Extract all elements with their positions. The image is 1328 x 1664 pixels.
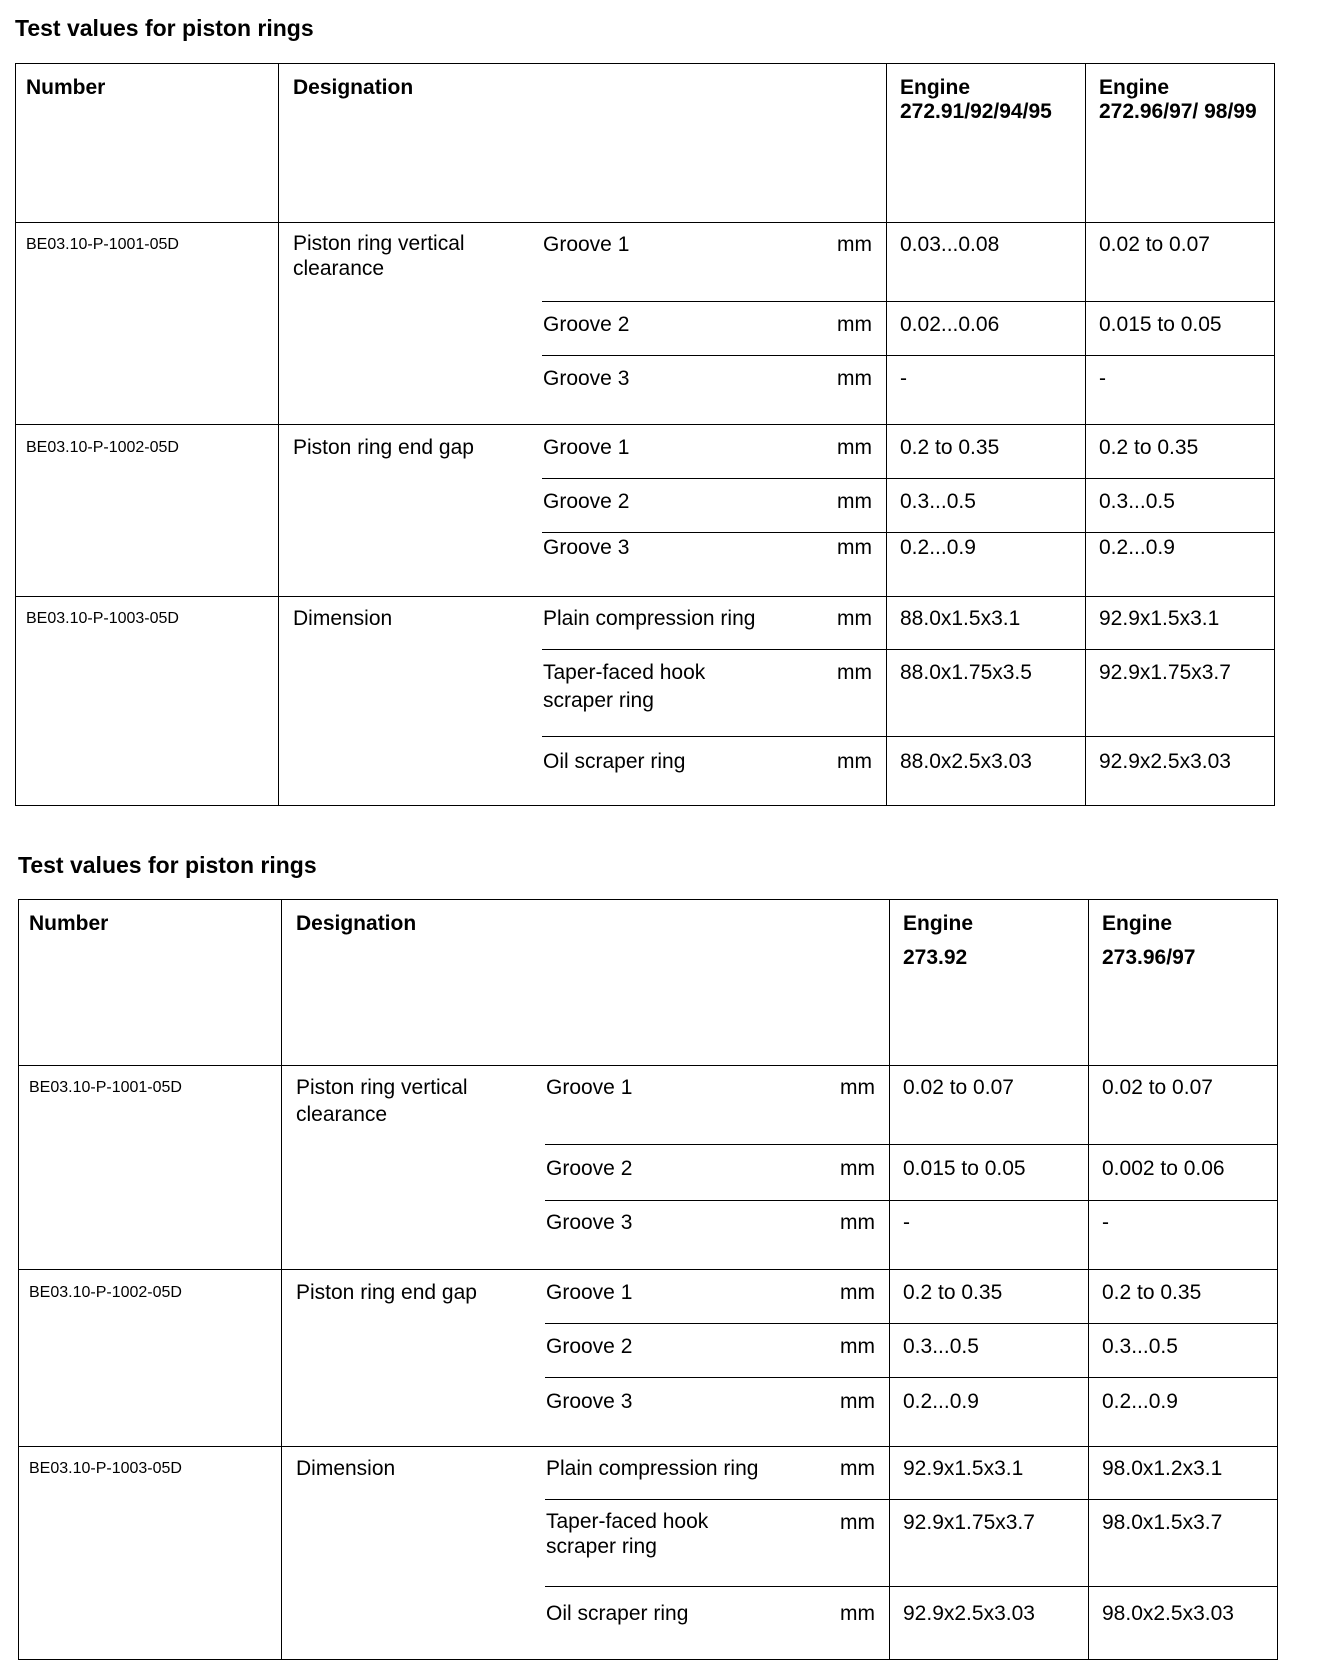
row-number: BE03.10-P-1001-05D [26,236,179,253]
row-unit: mm [840,1157,875,1180]
row-unit: mm [837,607,872,630]
row-value-engine-b: 0.2 to 0.35 [1102,1281,1202,1304]
row-value-engine-a: 0.02...0.06 [900,313,1000,336]
row-value-engine-b: 0.2...0.9 [1102,1390,1178,1413]
row-value-engine-b: 0.2 to 0.35 [1099,436,1199,459]
row-item: Groove 1 [543,233,630,256]
row-value-engine-a: 0.03...0.08 [900,233,1000,256]
row-designation: Piston ring end gap [296,1281,477,1304]
row-item: Groove 2 [546,1157,633,1180]
row-unit: mm [837,490,872,513]
row-value-engine-b: - [1099,367,1106,390]
row-value-engine-b: 0.02 to 0.07 [1102,1076,1213,1099]
row-value-engine-a: 0.2 to 0.35 [900,436,1000,459]
header-engine-a-models: 273.92 [903,946,968,969]
row-value-engine-a: 0.2...0.9 [900,536,976,559]
row-designation: Piston ring end gap [293,436,474,459]
section-title: Test values for piston rings [15,15,314,41]
row-unit: mm [840,1390,875,1413]
row-value-engine-b: - [1102,1211,1109,1234]
piston-rings-table [18,899,1278,1660]
row-designation: Dimension [296,1457,396,1480]
row-value-engine-a: 0.015 to 0.05 [903,1157,1026,1180]
row-unit: mm [840,1602,875,1625]
row-designation: Piston ring vertical clearance [293,232,465,280]
row-number: BE03.10-P-1001-05D [29,1079,182,1096]
row-unit: mm [840,1335,875,1358]
row-unit: mm [840,1281,875,1304]
row-value-engine-a: 0.3...0.5 [903,1335,979,1358]
header-number: Number [26,76,106,99]
row-value-engine-b: 98.0x1.5x3.7 [1102,1511,1223,1534]
row-unit: mm [837,233,872,256]
row-item: Groove 2 [543,490,630,513]
row-value-engine-b: 0.3...0.5 [1099,490,1175,513]
row-value-engine-b: 0.015 to 0.05 [1099,313,1222,336]
header-engine-a-label: Engine [900,76,971,99]
row-unit: mm [837,536,872,559]
header-engine-b-models: 272.96/97/ 98/99 [1099,100,1257,123]
row-item: Groove 1 [543,436,630,459]
row-item: Oil scraper ring [543,750,686,773]
row-value-engine-a: - [903,1211,910,1234]
header-designation: Designation [296,912,417,935]
row-unit: mm [837,436,872,459]
row-unit: mm [840,1076,875,1099]
row-value-engine-a: 0.3...0.5 [900,490,976,513]
row-item: Oil scraper ring [546,1602,689,1625]
row-unit: mm [840,1457,875,1480]
header-engine-b-models: 273.96/97 [1102,946,1196,969]
row-item: Taper-faced hook scraper ring [546,1510,709,1558]
row-item: Taper-faced hook scraper ring [543,661,706,712]
row-value-engine-a: - [900,367,907,390]
row-unit: mm [840,1511,875,1534]
row-item: Plain compression ring [543,607,756,630]
row-value-engine-a: 0.02 to 0.07 [903,1076,1014,1099]
row-item: Groove 3 [543,367,630,390]
row-item: Groove 1 [546,1281,633,1304]
row-item: Groove 2 [546,1335,633,1358]
row-value-engine-a: 88.0x1.5x3.1 [900,607,1021,630]
header-engine-a-label: Engine [903,912,974,935]
header-engine-b-label: Engine [1102,912,1173,935]
row-number: BE03.10-P-1002-05D [29,1284,182,1301]
section-title: Test values for piston rings [18,852,317,878]
row-value-engine-b: 0.02 to 0.07 [1099,233,1210,256]
row-item: Groove 1 [546,1076,633,1099]
row-value-engine-b: 98.0x1.2x3.1 [1102,1457,1223,1480]
header-number: Number [29,912,109,935]
row-value-engine-a: 92.9x1.5x3.1 [903,1457,1024,1480]
row-item: Groove 2 [543,313,630,336]
row-designation: Piston ring vertical clearance [296,1076,468,1126]
row-value-engine-b: 92.9x2.5x3.03 [1099,750,1231,773]
row-unit: mm [837,313,872,336]
row-unit: mm [837,750,872,773]
row-number: BE03.10-P-1002-05D [26,439,179,456]
row-unit: mm [840,1211,875,1234]
row-value-engine-b: 0.3...0.5 [1102,1335,1178,1358]
row-value-engine-b: 92.9x1.5x3.1 [1099,607,1220,630]
row-value-engine-a: 0.2 to 0.35 [903,1281,1003,1304]
row-item: Groove 3 [546,1211,633,1234]
row-value-engine-a: 88.0x1.75x3.5 [900,661,1032,684]
row-number: BE03.10-P-1003-05D [29,1460,182,1477]
row-unit: mm [837,367,872,390]
header-engine-b-label: Engine [1099,76,1170,99]
row-value-engine-a: 92.9x2.5x3.03 [903,1602,1035,1625]
header-engine-a-models: 272.91/92/94/95 [900,100,1052,123]
row-item: Groove 3 [546,1390,633,1413]
row-value-engine-b: 92.9x1.75x3.7 [1099,661,1231,684]
row-value-engine-a: 92.9x1.75x3.7 [903,1511,1035,1534]
row-number: BE03.10-P-1003-05D [26,610,179,627]
row-unit: mm [837,661,872,684]
row-item: Plain compression ring [546,1457,759,1480]
row-value-engine-b: 98.0x2.5x3.03 [1102,1602,1234,1625]
header-designation: Designation [293,76,414,99]
row-value-engine-b: 0.2...0.9 [1099,536,1175,559]
row-value-engine-a: 0.2...0.9 [903,1390,979,1413]
row-item: Groove 3 [543,536,630,559]
row-value-engine-b: 0.002 to 0.06 [1102,1157,1225,1180]
row-designation: Dimension [293,607,393,630]
piston-rings-table [15,63,1275,806]
row-value-engine-a: 88.0x2.5x3.03 [900,750,1032,773]
